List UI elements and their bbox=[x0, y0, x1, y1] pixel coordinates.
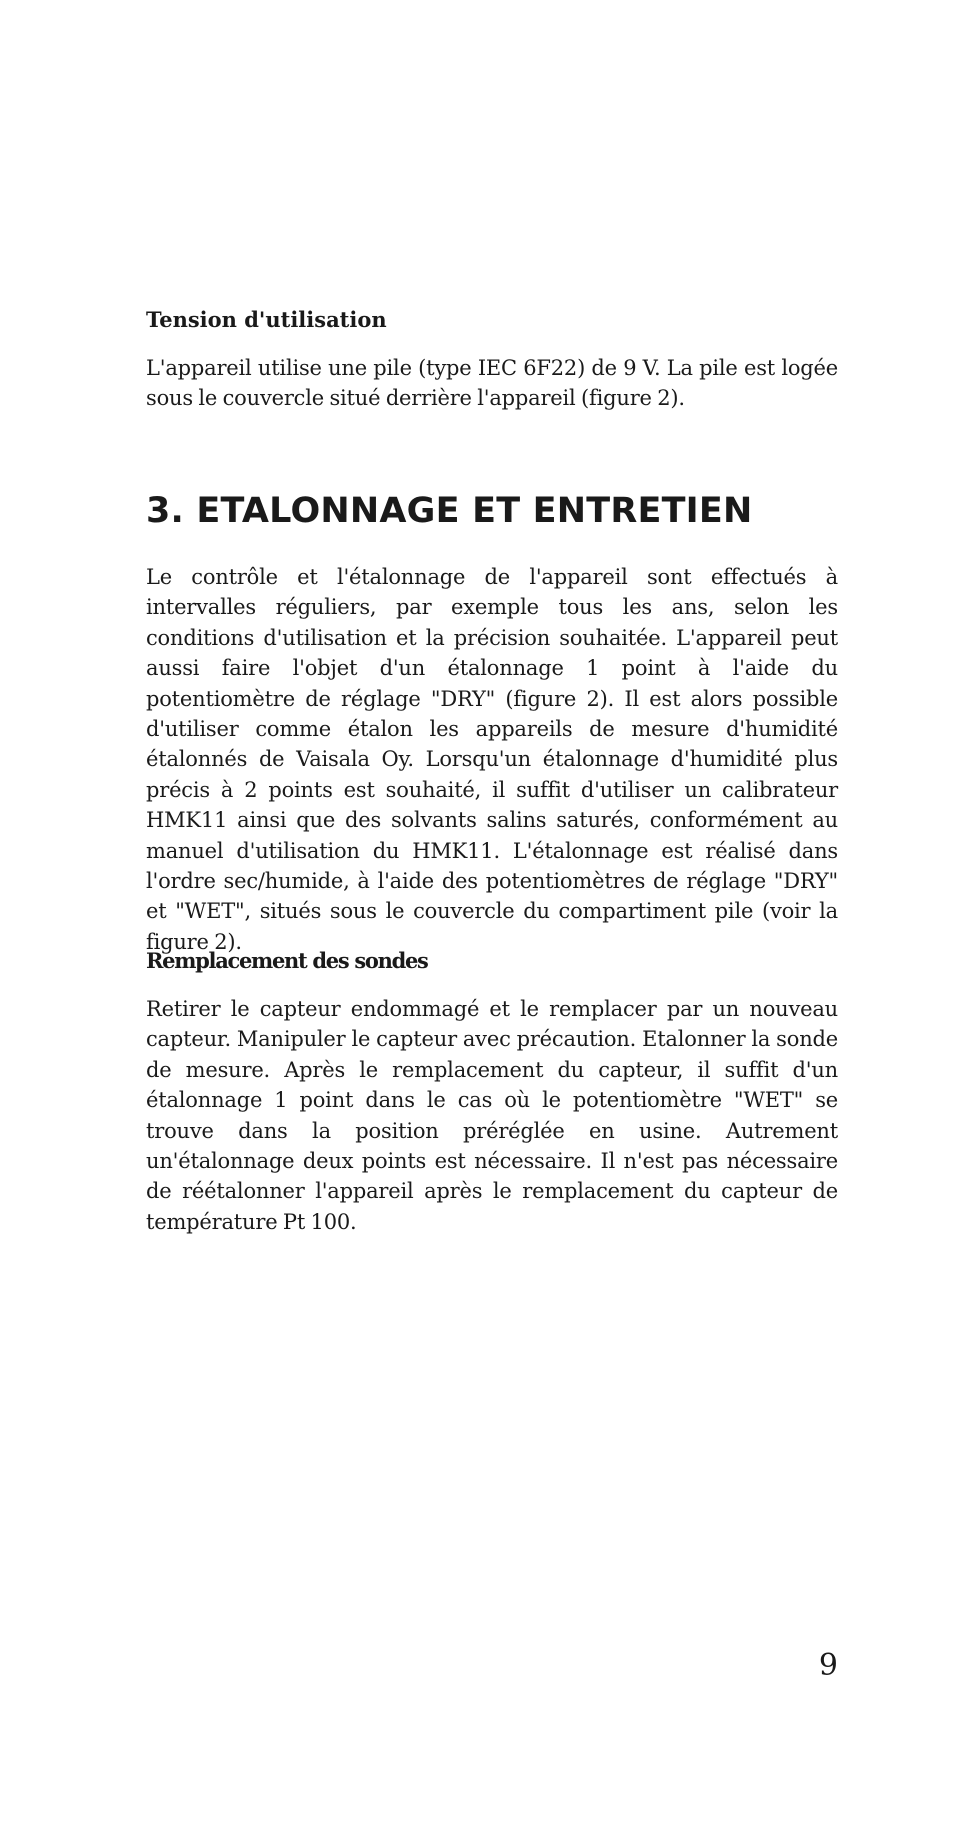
tension-paragraph: L'appareil utilise une pile (type IEC 6F22) de 9 V. La pile est logée sous le couvercle situé derrière l'appareil (figure 2). bbox=[146, 356, 838, 411]
remplacement-paragraph: Retirer le capteur endommagé et le remplacer par un nouveau capteur. Manipuler le capteur avec précaution. Etalonner la sonde de mesure. Après le remplacement du capteur, il suffit d'un étalonnage 1 point dans le cas où le potentiomètre "WET" se trouve dans la position préréglée en usine. Autrement un'étalonnage deux points est nécessaire. Il n'est pas nécessaire de réétalonner l'appareil après le remplacement du capteur de température Pt 100. bbox=[146, 997, 838, 1234]
remplacement-heading: Remplacement des sondes bbox=[146, 948, 428, 973]
page-number: 9 bbox=[818, 1648, 838, 1683]
etalonnage-paragraph: Le contrôle et l'étalonnage de l'appareil sont effectués à intervalles réguliers, par exemple tous les ans, selon les conditions d'utilisation et la précision souhaitée. L'appareil peut aussi faire l'objet d'un étalonnage 1 point à l'aide du potentiomètre de réglage "DRY" (figure 2). Il est alors possible d'utiliser comme étalon les appareils de mesure d'humidité étalonnés de Vaisala Oy. Lorsqu'un étalonnage d'humidité plus précis à 2 points est souhaité, il suffit d'utiliser un calibrateur HMK11 ainsi que des solvants salins saturés, conformément au manuel d'utilisation du HMK11. L'étalonnage est réalisé dans l'ordre sec/humide, à l'aide des potentiomètres de réglage "DRY" et "WET", situés sous le couvercle du compartiment pile (voir la figure 2). bbox=[146, 565, 838, 954]
tension-heading: Tension d'utilisation bbox=[146, 307, 387, 332]
section-title: 3. ETALONNAGE ET ENTRETIEN bbox=[146, 491, 753, 531]
